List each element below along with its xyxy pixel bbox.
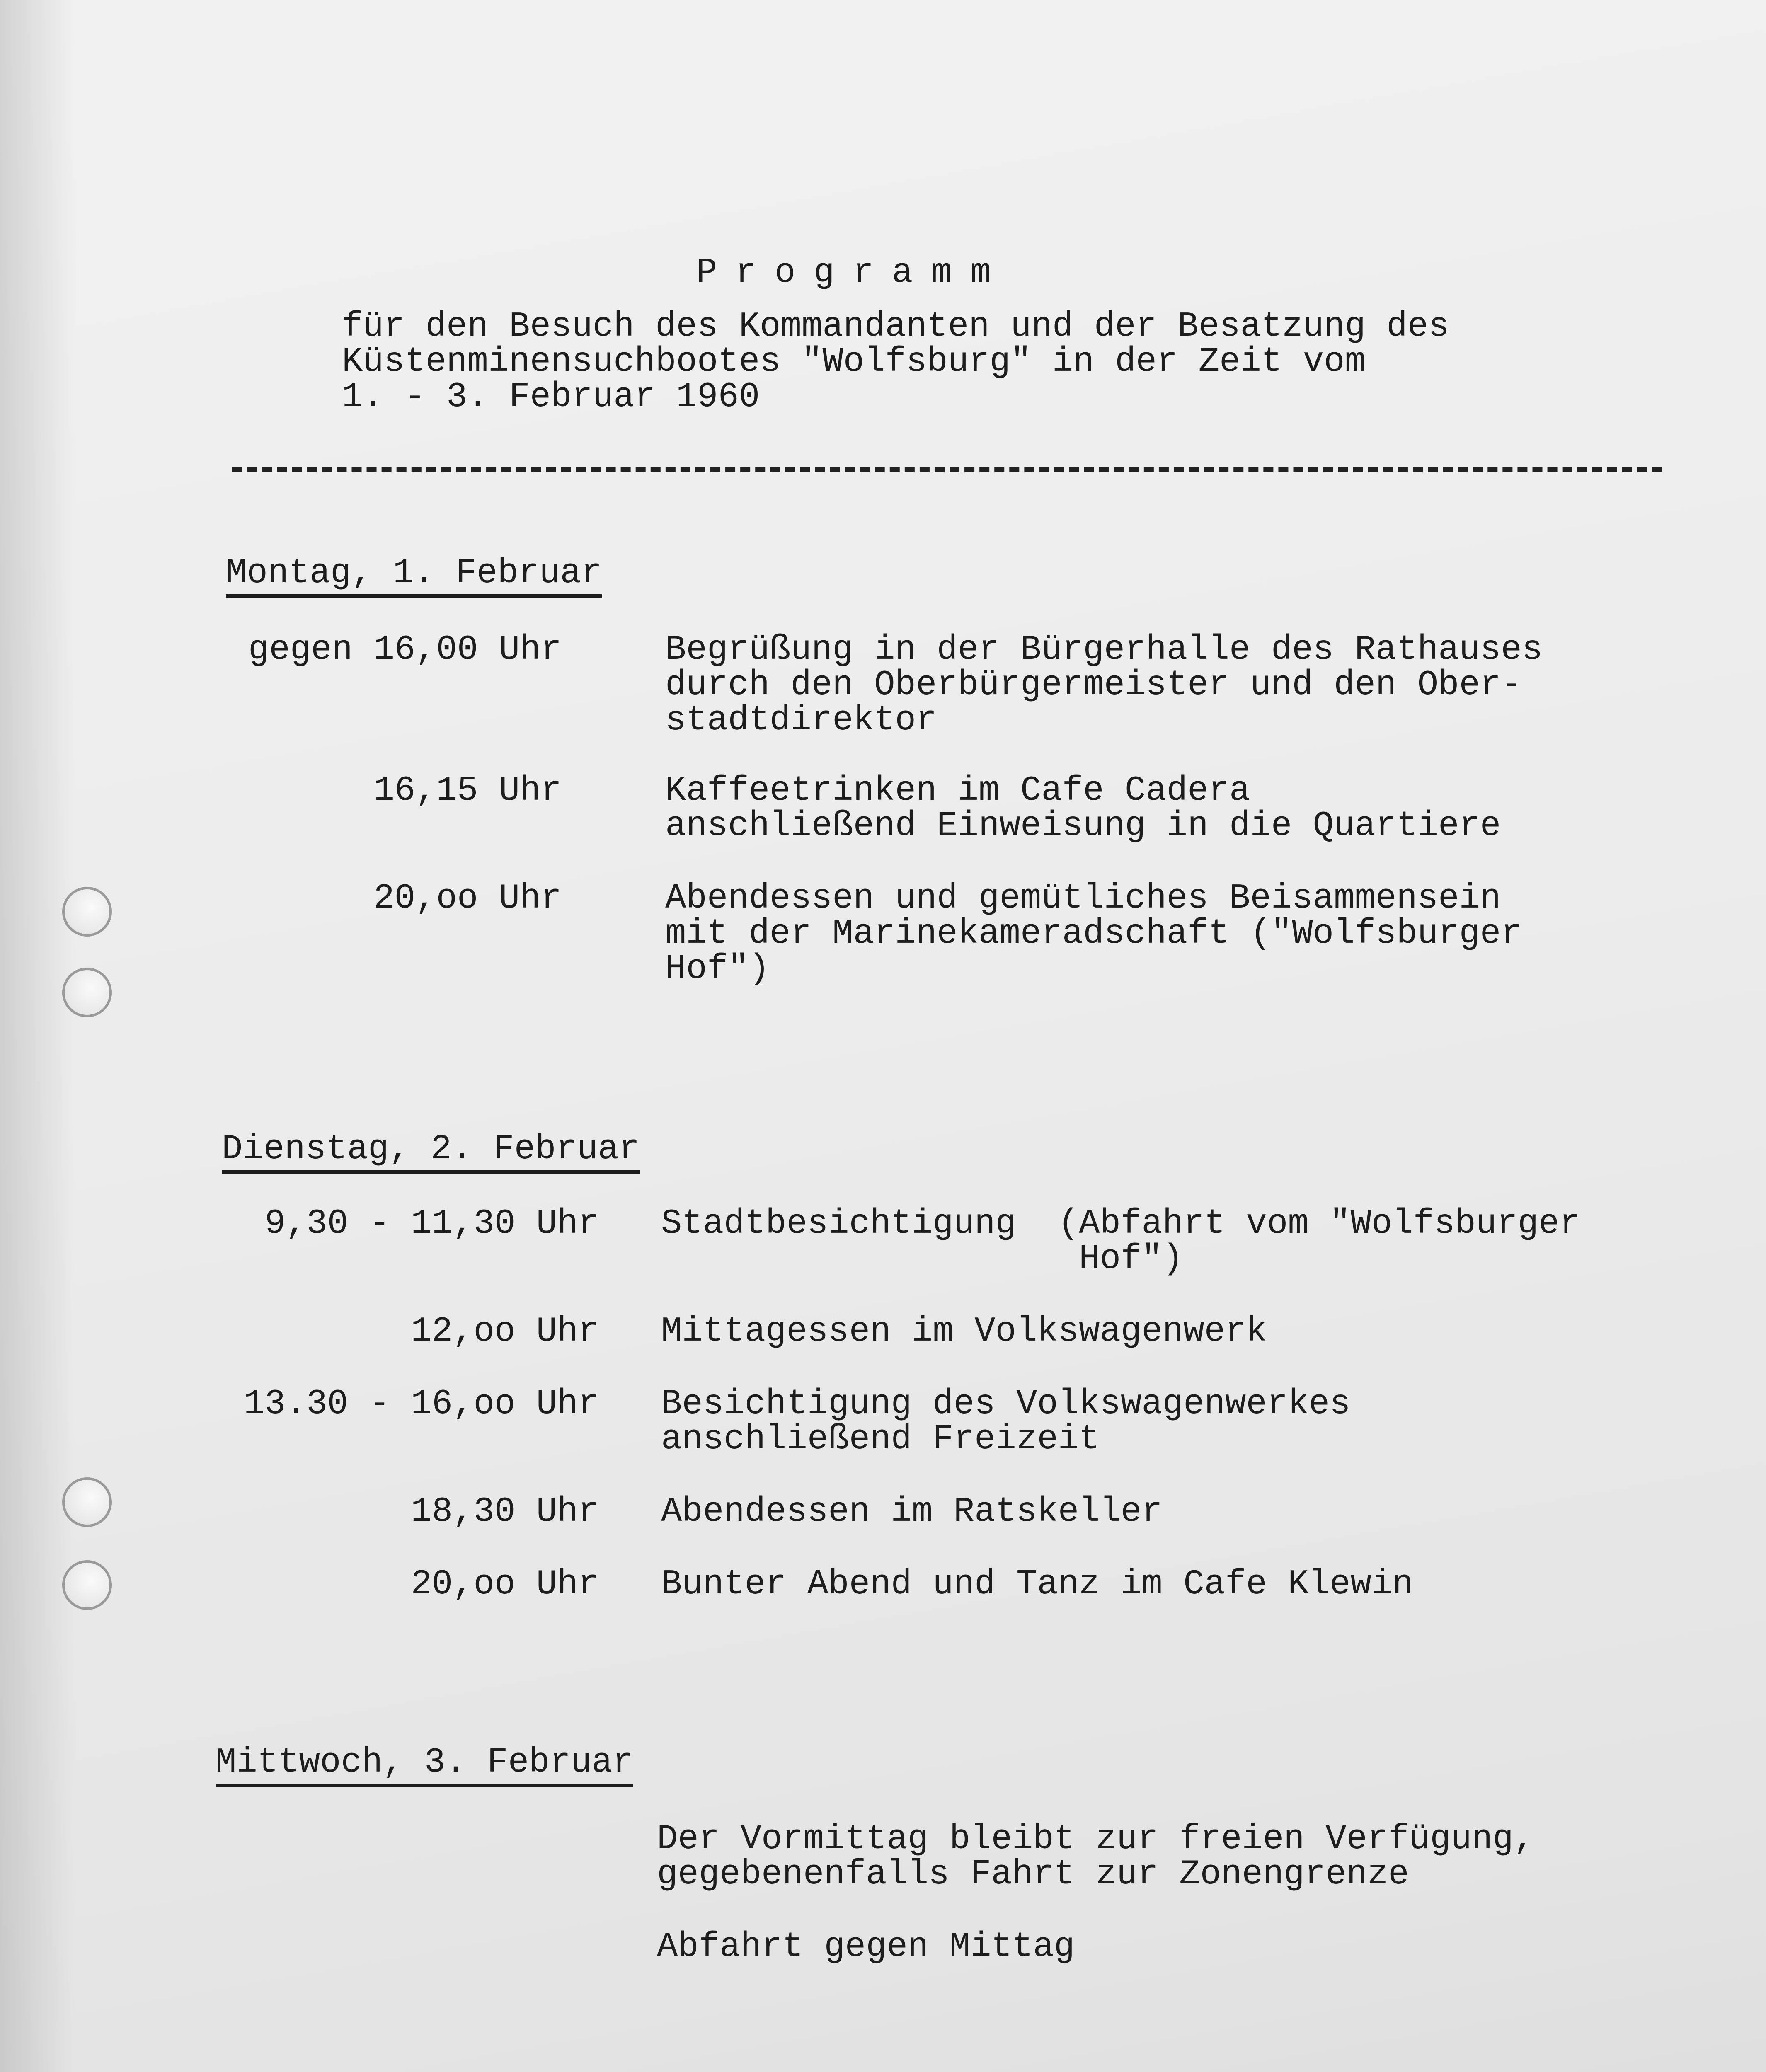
subtitle-line-1: für den Besuch des Kommandanten und der Besatzung des xyxy=(342,307,1449,346)
entry-description: Stadtbesichtigung (Abfahrt vom "Wolfsburger xyxy=(661,1204,1580,1244)
dashed-separator xyxy=(232,467,1662,472)
entry-description: anschließend Freizeit xyxy=(661,1420,1100,1459)
day-heading-montag: Montag, 1. Februar xyxy=(226,555,602,598)
entry-description: Abendessen und gemütliches Beisammensein xyxy=(665,879,1501,918)
entry-description: stadtdirektor xyxy=(665,701,937,740)
entry-time: gegen 16,00 Uhr xyxy=(248,630,562,670)
day-heading-mittwoch: Mittwoch, 3. Februar xyxy=(216,1745,633,1787)
entry-description: Begrüßung in der Bürgerhalle des Rathauses xyxy=(665,630,1543,670)
day-heading-dienstag: Dienstag, 2. Februar xyxy=(222,1131,640,1174)
entry-description: anschließend Einweisung in die Quartiere xyxy=(665,806,1501,846)
entry-description: Kaffeetrinken im Cafe Cadera xyxy=(665,771,1250,811)
entry-description: Abfahrt gegen Mittag xyxy=(657,1927,1075,1967)
entry-description: Bunter Abend und Tanz im Cafe Klewin xyxy=(661,1565,1413,1604)
entry-description: Mittagessen im Volkswagenwerk xyxy=(661,1312,1267,1351)
page-edge-shadow xyxy=(0,0,75,2072)
entry-description: durch den Oberbürgermeister und den Ober- xyxy=(665,666,1522,705)
entry-time: 12,oo Uhr xyxy=(411,1312,599,1351)
entry-description: Der Vormittag bleibt zur freien Verfügung, xyxy=(657,1820,1535,1859)
entry-time: 20,oo Uhr xyxy=(373,879,562,918)
punch-hole-icon xyxy=(62,968,112,1017)
entry-time: 9,30 - 11,30 Uhr xyxy=(264,1204,599,1244)
punch-hole-icon xyxy=(62,1477,112,1527)
entry-description: Abendessen im Ratskeller xyxy=(661,1492,1163,1532)
entry-description: Hof") xyxy=(665,949,770,989)
entry-time: 16,15 Uhr xyxy=(373,771,562,811)
entry-time: 18,30 Uhr xyxy=(411,1492,599,1532)
entry-description: gegebenenfalls Fahrt zur Zonengrenze xyxy=(657,1855,1409,1894)
punch-hole-icon xyxy=(62,1560,112,1610)
document-title: Programm xyxy=(696,253,1010,293)
entry-description: Hof") xyxy=(661,1239,1184,1279)
subtitle-line-3: 1. - 3. Februar 1960 xyxy=(342,378,760,417)
entry-time: 13.30 - 16,oo Uhr xyxy=(244,1385,599,1424)
subtitle-line-2: Küstenminensuchbootes "Wolfsburg" in der Zeit vom xyxy=(342,342,1366,382)
entry-description: Besichtigung des Volkswagenwerkes xyxy=(661,1385,1351,1424)
punch-hole-icon xyxy=(62,887,112,937)
entry-time: 20,oo Uhr xyxy=(411,1565,599,1604)
entry-description: mit der Marinekameradschaft ("Wolfsburger xyxy=(665,914,1522,954)
